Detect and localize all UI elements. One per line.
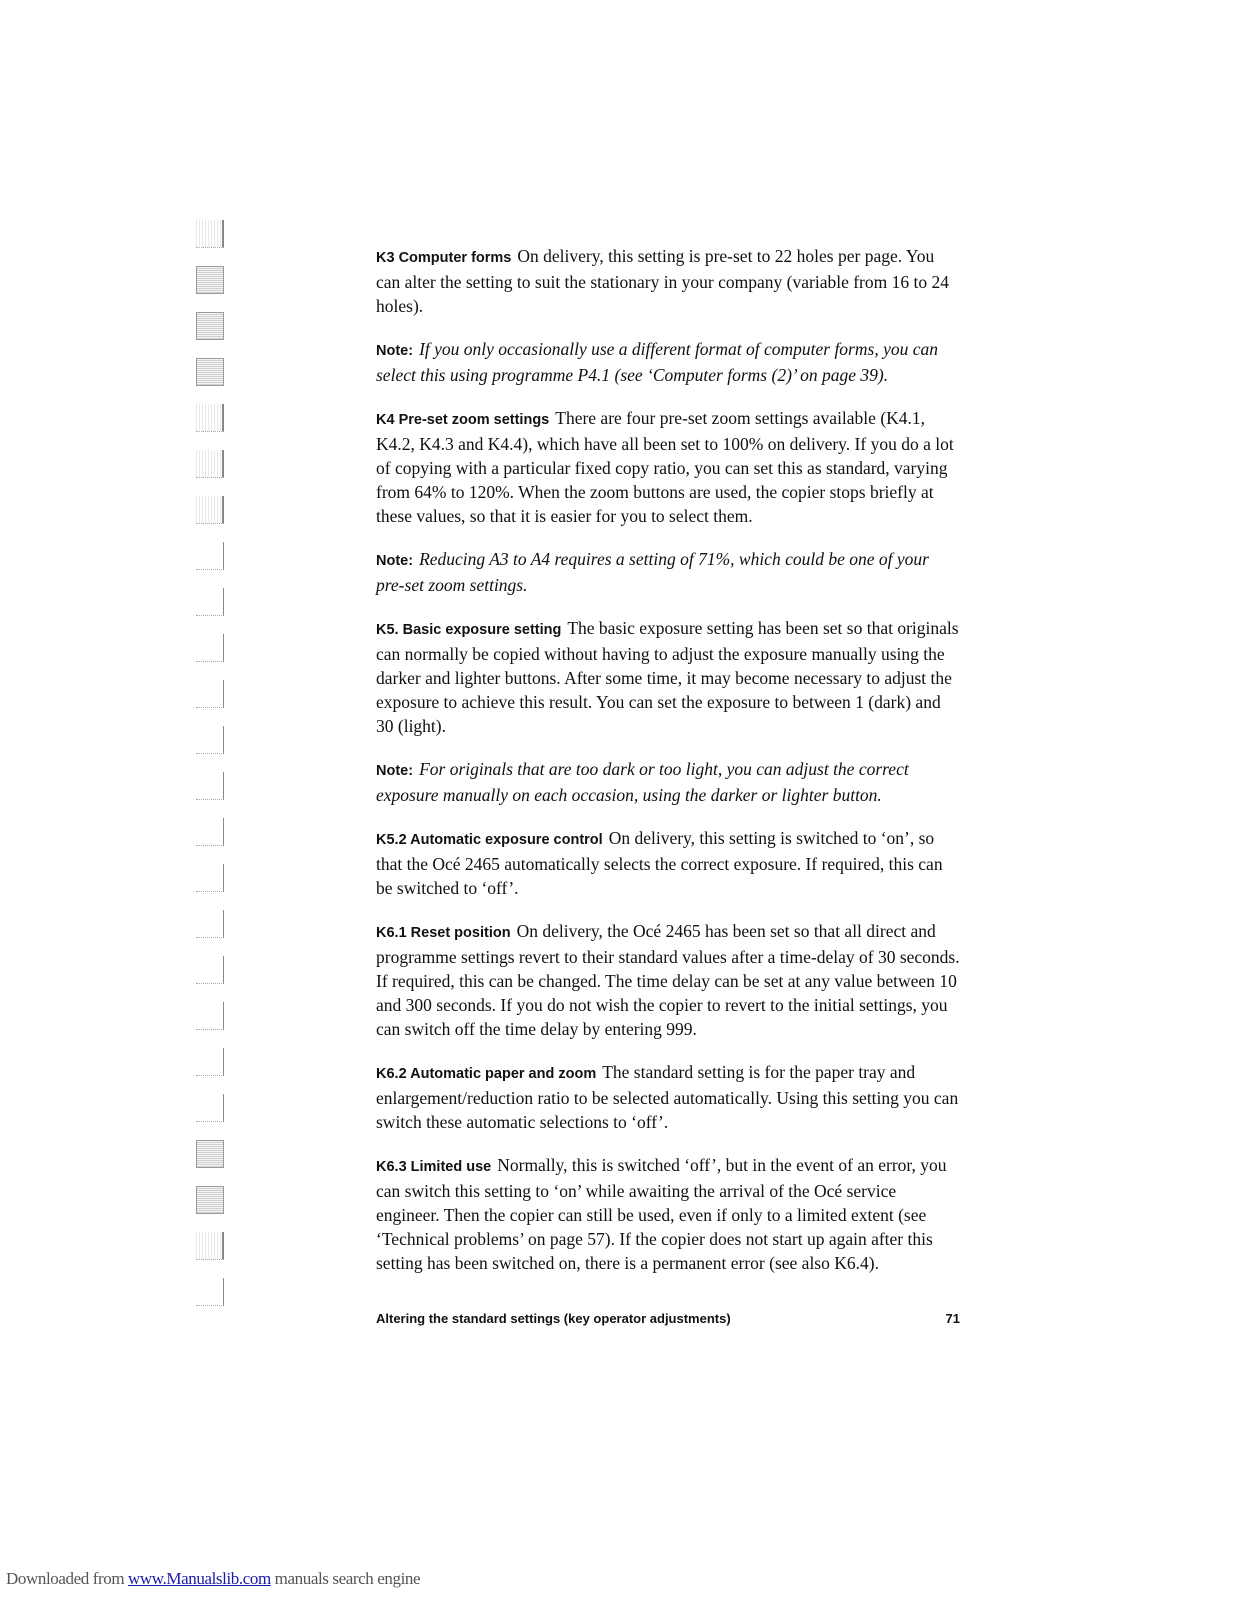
tab-mark bbox=[196, 358, 224, 386]
k6-2-auto-paper-zoom-paragraph bbox=[376, 1060, 960, 1134]
note-label: Note: bbox=[376, 553, 414, 569]
note-label: Note: bbox=[376, 763, 414, 779]
section-text: The standard setting is for the paper tray and enlargement/reduction ratio to be selected automatically. Using this setting you can switch these automatic selections to ‘off’. bbox=[376, 1062, 959, 1132]
section-heading: K5.2 Automatic exposure control bbox=[376, 832, 603, 848]
download-suffix: manuals search engine bbox=[270, 1569, 421, 1588]
tab-mark bbox=[196, 1094, 224, 1122]
download-attribution bbox=[6, 1569, 420, 1589]
k3-computer-forms-paragraph bbox=[376, 244, 960, 318]
note-text: For originals that are too dark or too light, you can adjust the correct exposure manually on each occasion, using the darker or lighter button. bbox=[376, 759, 909, 805]
note-text: Reducing A3 to A4 requires a setting of 71%, which could be one of your pre-set zoom settings. bbox=[376, 549, 929, 595]
section-text: On delivery, the Océ 2465 has been set so that all direct and programme settings revert to their standard values after a time-delay of 30 seconds. If required, this can be changed. The time delay can be set at any value between 10 and 300 seconds. If you do not wish the copier to revert to the initial settings, you can switch off the time delay by entering 999. bbox=[376, 921, 960, 1039]
tab-mark bbox=[196, 864, 224, 892]
section-heading: K4 Pre-set zoom settings bbox=[376, 412, 550, 428]
section-text: Normally, this is switched ‘off’, but in the event of an error, you can switch this setting to ‘on’ while awaiting the arrival of the Océ service engineer. Then the copier can still be used, even if only to a limited extent (see ‘Technical problems’ on page 57). If the copier does not start up again after this setting has been switched on, there is a permanent error (see also K6.4). bbox=[376, 1155, 947, 1273]
k4-preset-zoom-paragraph bbox=[376, 406, 960, 528]
tab-mark bbox=[196, 1002, 224, 1030]
page-number: 71 bbox=[945, 1311, 960, 1326]
tab-mark bbox=[196, 266, 224, 294]
k5-basic-exposure-paragraph bbox=[376, 616, 960, 738]
note-paragraph bbox=[376, 757, 960, 807]
tab-mark bbox=[196, 496, 224, 524]
k6-1-reset-position-paragraph bbox=[376, 919, 960, 1041]
tab-mark bbox=[196, 404, 224, 432]
tab-mark bbox=[196, 1186, 224, 1214]
tab-mark bbox=[196, 772, 224, 800]
tab-mark bbox=[196, 1048, 224, 1076]
section-text: On delivery, this setting is pre-set to 22 holes per page. You can alter the setting to suit the stationary in your company (variable from 16 to 24 holes). bbox=[376, 246, 949, 316]
tab-mark bbox=[196, 220, 224, 248]
note-paragraph bbox=[376, 337, 960, 387]
note-paragraph bbox=[376, 547, 960, 597]
section-heading: K6.1 Reset position bbox=[376, 925, 511, 941]
tab-mark bbox=[196, 1278, 224, 1306]
tab-mark bbox=[196, 634, 224, 662]
footer-title: Altering the standard settings (key operator adjustments) bbox=[376, 1311, 731, 1326]
manualslib-link[interactable]: www.Manualslib.com bbox=[128, 1569, 271, 1588]
k5-2-auto-exposure-paragraph bbox=[376, 826, 960, 900]
tab-mark bbox=[196, 726, 224, 754]
section-heading: K3 Computer forms bbox=[376, 250, 512, 266]
margin-tab-marks bbox=[196, 220, 236, 1324]
section-text: There are four pre-set zoom settings available (K4.1, K4.2, K4.3 and K4.4), which have all been set to 100% on delivery. If you do a lot of copying with a particular fixed copy ratio, you can set this as standard, varying from 64% to 120%. When the zoom buttons are used, the copier stops briefly at these values, so that it is easier for you to select them. bbox=[376, 408, 954, 526]
tab-mark bbox=[196, 312, 224, 340]
tab-mark bbox=[196, 450, 224, 478]
tab-mark bbox=[196, 588, 224, 616]
section-heading: K6.2 Automatic paper and zoom bbox=[376, 1066, 597, 1082]
tab-mark bbox=[196, 1140, 224, 1168]
tab-mark bbox=[196, 1232, 224, 1260]
note-label: Note: bbox=[376, 343, 414, 359]
note-text: If you only occasionally use a different format of computer forms, you can select this using programme P4.1 (see ‘Computer forms (2)’ on page 39). bbox=[376, 339, 938, 385]
tab-mark bbox=[196, 956, 224, 984]
section-heading: K5. Basic exposure setting bbox=[376, 622, 562, 638]
tab-mark bbox=[196, 542, 224, 570]
download-prefix: Downloaded from bbox=[6, 1569, 129, 1588]
k6-3-limited-use-paragraph bbox=[376, 1153, 960, 1275]
section-text: On delivery, this setting is switched to ‘on’, so that the Océ 2465 automatically selects the correct exposure. If required, this can be switched to ‘off’. bbox=[376, 828, 943, 898]
page-body bbox=[376, 244, 960, 1294]
page-footer bbox=[376, 1311, 960, 1326]
tab-mark bbox=[196, 818, 224, 846]
tab-mark bbox=[196, 680, 224, 708]
section-heading: K6.3 Limited use bbox=[376, 1159, 492, 1175]
section-text: The basic exposure setting has been set so that originals can normally be copied without having to adjust the exposure manually using the darker and lighter buttons. After some time, it may become necessary to adjust the exposure to achieve this result. You can set the exposure to between 1 (dark) and 30 (light). bbox=[376, 618, 959, 736]
tab-mark bbox=[196, 910, 224, 938]
